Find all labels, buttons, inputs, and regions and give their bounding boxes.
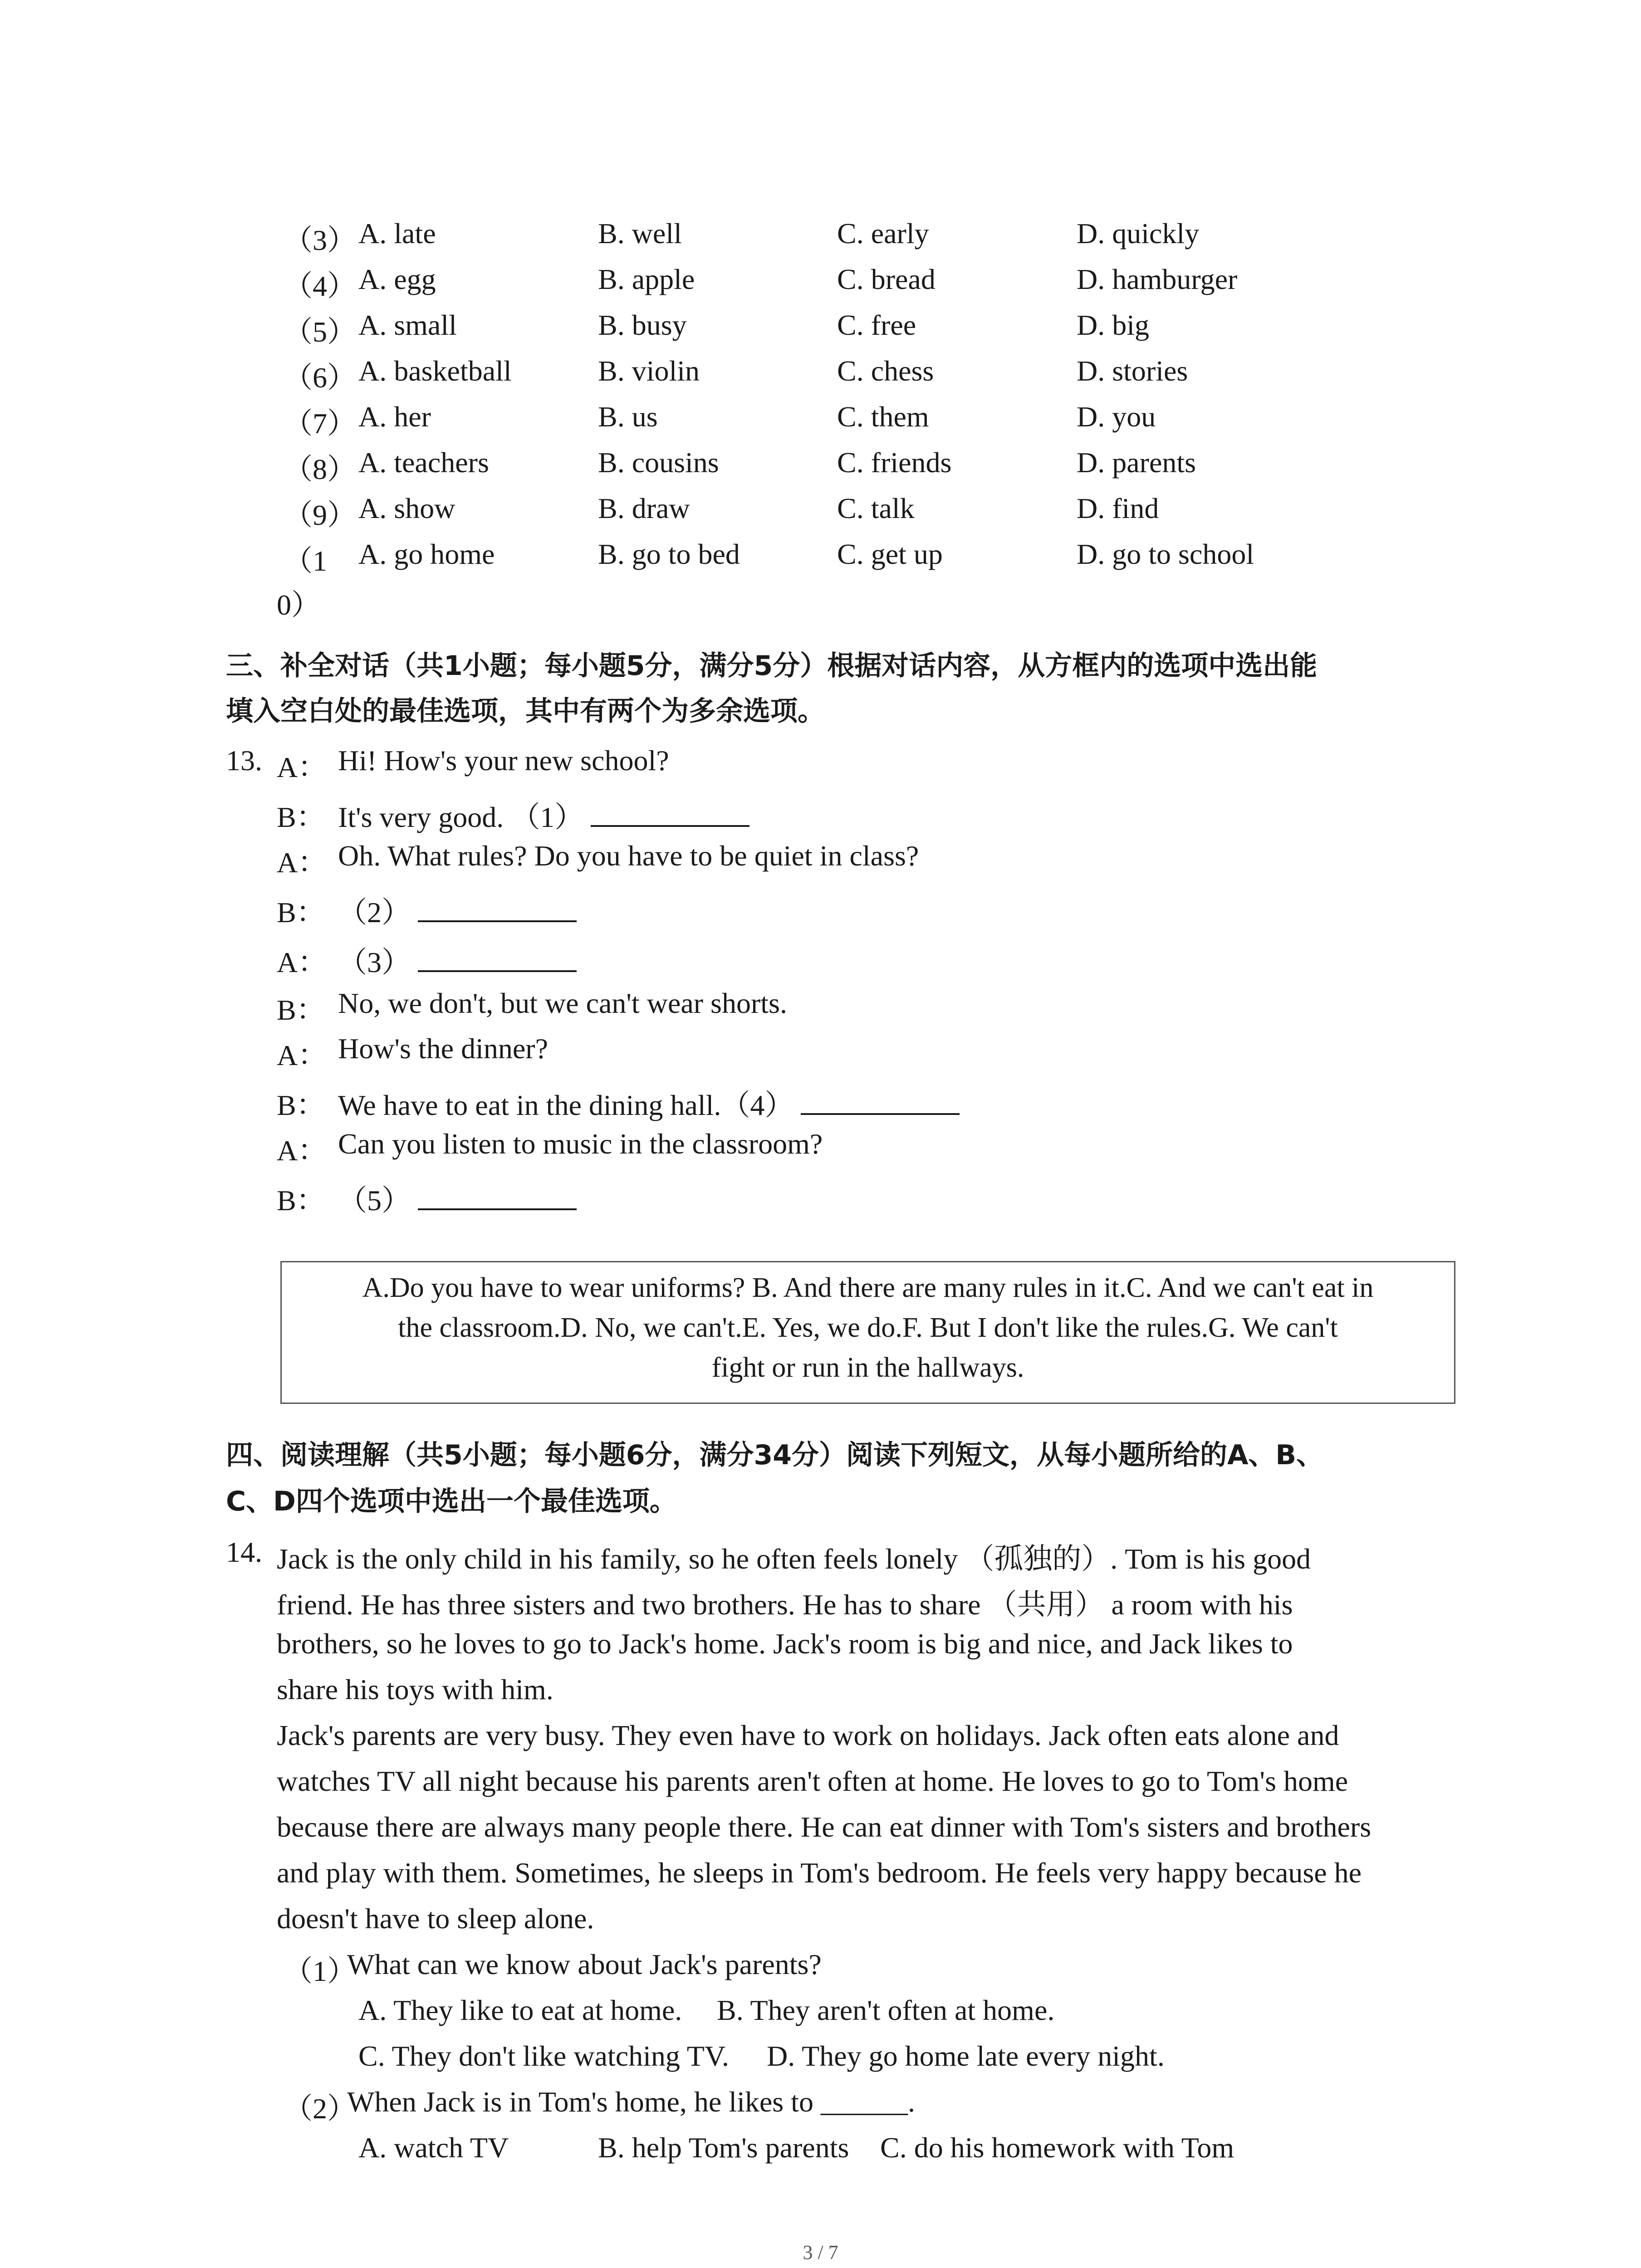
option-b: B. busy: [598, 309, 687, 341]
option-num: （3）: [284, 224, 356, 256]
choice-a[interactable]: A. watch TV: [358, 2131, 509, 2164]
option-d: D. quickly: [1077, 217, 1200, 249]
option-a: A. basketball: [358, 355, 512, 387]
choice-a[interactable]: A. They like to eat at home.: [358, 1994, 682, 2026]
option-d: D. stories: [1077, 355, 1188, 387]
option-num: （7）: [284, 407, 356, 440]
option-num: （8）: [284, 453, 356, 485]
option-d: D. go to school: [1077, 538, 1254, 570]
choice-b[interactable]: B. They aren't often at home.: [717, 1994, 1055, 2026]
section-4-heading-line1: 四、阅读理解（共5小题；每小题6分，满分34分）阅读下列短文，从每小题所给的A、B、: [226, 1439, 1324, 1471]
question-14-number: 14.: [226, 1536, 262, 1568]
speaker: A：: [277, 1039, 327, 1071]
option-c: C. friends: [837, 446, 952, 479]
option-c: C. get up: [837, 538, 943, 570]
option-b: B. apple: [598, 263, 695, 295]
subquestion-text: What can we know about Jack's parents?: [347, 1948, 822, 1980]
option-a: A. egg: [358, 263, 436, 295]
option-a: A. small: [358, 309, 457, 341]
speaker: B：: [277, 994, 325, 1026]
option-d: D. big: [1077, 309, 1149, 341]
subquestion-text: When Jack is in Tom's home, he likes to ______.: [347, 2086, 915, 2118]
dialogue-line: It's very good. （1）: [338, 794, 749, 836]
options-box-line: A.Do you have to wear uniforms? B. And there are many rules in it.C. And we can't eat in: [362, 1272, 1374, 1303]
option-d: D. hamburger: [1077, 263, 1238, 295]
passage-line: Jack's parents are very busy. They even have to work on holidays. Jack often eats alone and: [277, 1719, 1339, 1751]
speaker: B：: [277, 896, 325, 929]
option-a: A. show: [358, 492, 456, 524]
section-3-heading-line2: 填入空白处的最佳选项，其中有两个为多余选项。: [226, 695, 825, 727]
dialogue-line: Hi! How's your new school?: [338, 744, 669, 777]
option-a: A. go home: [358, 538, 495, 570]
options-box-line: the classroom.D. No, we can't.E. Yes, we do.F. But I don't like the rules.G. We can't: [398, 1312, 1338, 1343]
option-b: B. go to bed: [598, 538, 740, 570]
answer-blank-5[interactable]: [418, 1187, 577, 1210]
option-c: C. chess: [837, 355, 934, 387]
speaker: B：: [277, 1184, 325, 1217]
subquestion-num: （2）: [284, 2092, 356, 2125]
speaker: B：: [277, 801, 325, 833]
option-num: （5）: [284, 316, 356, 348]
option-b: B. us: [598, 401, 658, 433]
options-box: [280, 1261, 1455, 1404]
speaker: A：: [277, 946, 327, 978]
page-number: 3 / 7: [803, 2241, 838, 2263]
subquestion-num: （1）: [284, 1955, 356, 1987]
option-num: （6）: [284, 362, 356, 394]
dialogue-line: How's the dinner?: [338, 1032, 548, 1065]
speaker: B：: [277, 1089, 325, 1121]
question-13-number: 13.: [226, 744, 262, 777]
answer-blank-3[interactable]: [418, 948, 577, 972]
option-a: A. her: [358, 401, 431, 433]
section-4-heading-line2: C、D四个选项中选出一个最佳选项。: [226, 1486, 677, 1517]
passage-line: share his toys with him.: [277, 1673, 554, 1706]
passage-line: doesn't have to sleep alone.: [277, 1902, 594, 1935]
option-b: B. cousins: [598, 446, 719, 479]
dialogue-line: （2）: [338, 889, 577, 931]
choice-c[interactable]: C. do his homework with Tom: [880, 2131, 1234, 2164]
dialogue-line: （3）: [338, 939, 577, 981]
option-a: A. teachers: [358, 446, 489, 479]
option-num: （1: [284, 545, 327, 577]
option-c: C. free: [837, 309, 916, 341]
dialogue-line: No, we don't, but we can't wear shorts.: [338, 987, 787, 1019]
passage-line: watches TV all night because his parents aren't often at home. He loves to go to Tom's home: [277, 1765, 1348, 1797]
option-d: D. find: [1077, 492, 1159, 524]
dialogue-line: （5）: [338, 1177, 577, 1219]
passage-line: brothers, so he loves to go to Jack's home. Jack's room is big and nice, and Jack likes to: [277, 1628, 1293, 1660]
dialogue-line: We have to eat in the dining hall.（4）: [338, 1082, 960, 1124]
answer-blank-4[interactable]: [801, 1091, 960, 1115]
dialogue-line: Oh. What rules? Do you have to be quiet in class?: [338, 840, 919, 872]
dialogue-line: Can you listen to music in the classroom?: [338, 1128, 823, 1160]
speaker: A：: [277, 751, 327, 783]
option-b: B. violin: [598, 355, 700, 387]
option-a: A. late: [358, 217, 436, 249]
choice-c[interactable]: C. They don't like watching TV.: [358, 2040, 729, 2072]
passage-line: because there are always many people there. He can eat dinner with Tom's sisters and brothers: [277, 1811, 1372, 1843]
option-c: C. them: [837, 401, 929, 433]
passage-line: and play with them. Sometimes, he sleeps in Tom's bedroom. He feels very happy because he: [277, 1857, 1362, 1889]
speaker: A：: [277, 1134, 327, 1167]
option-num: （4）: [284, 270, 356, 302]
option-b: B. draw: [598, 492, 690, 524]
passage-line: friend. He has three sisters and two brothers. He has to share （共用） a room with his: [277, 1589, 1293, 1621]
speaker: A：: [277, 846, 327, 879]
answer-blank-1[interactable]: [591, 803, 749, 827]
section-3-heading-line1: 三、补全对话（共1小题；每小题5分，满分5分）根据对话内容，从方框内的选项中选出能: [226, 650, 1318, 682]
option-num-wrap: 0）: [277, 589, 320, 621]
option-d: D. you: [1077, 401, 1156, 433]
option-c: C. talk: [837, 492, 915, 524]
choice-d[interactable]: D. They go home late every night.: [767, 2040, 1165, 2072]
option-c: C. bread: [837, 263, 936, 295]
answer-blank-2[interactable]: [418, 899, 577, 922]
choice-b[interactable]: B. help Tom's parents: [598, 2131, 849, 2164]
option-num: （9）: [284, 499, 356, 531]
option-d: D. parents: [1077, 446, 1196, 479]
options-box-line: fight or run in the hallways.: [711, 1352, 1024, 1383]
option-b: B. well: [598, 217, 682, 249]
option-c: C. early: [837, 217, 929, 249]
passage-line: Jack is the only child in his family, so he often feels lonely （孤独的）. Tom is his good: [277, 1543, 1311, 1575]
